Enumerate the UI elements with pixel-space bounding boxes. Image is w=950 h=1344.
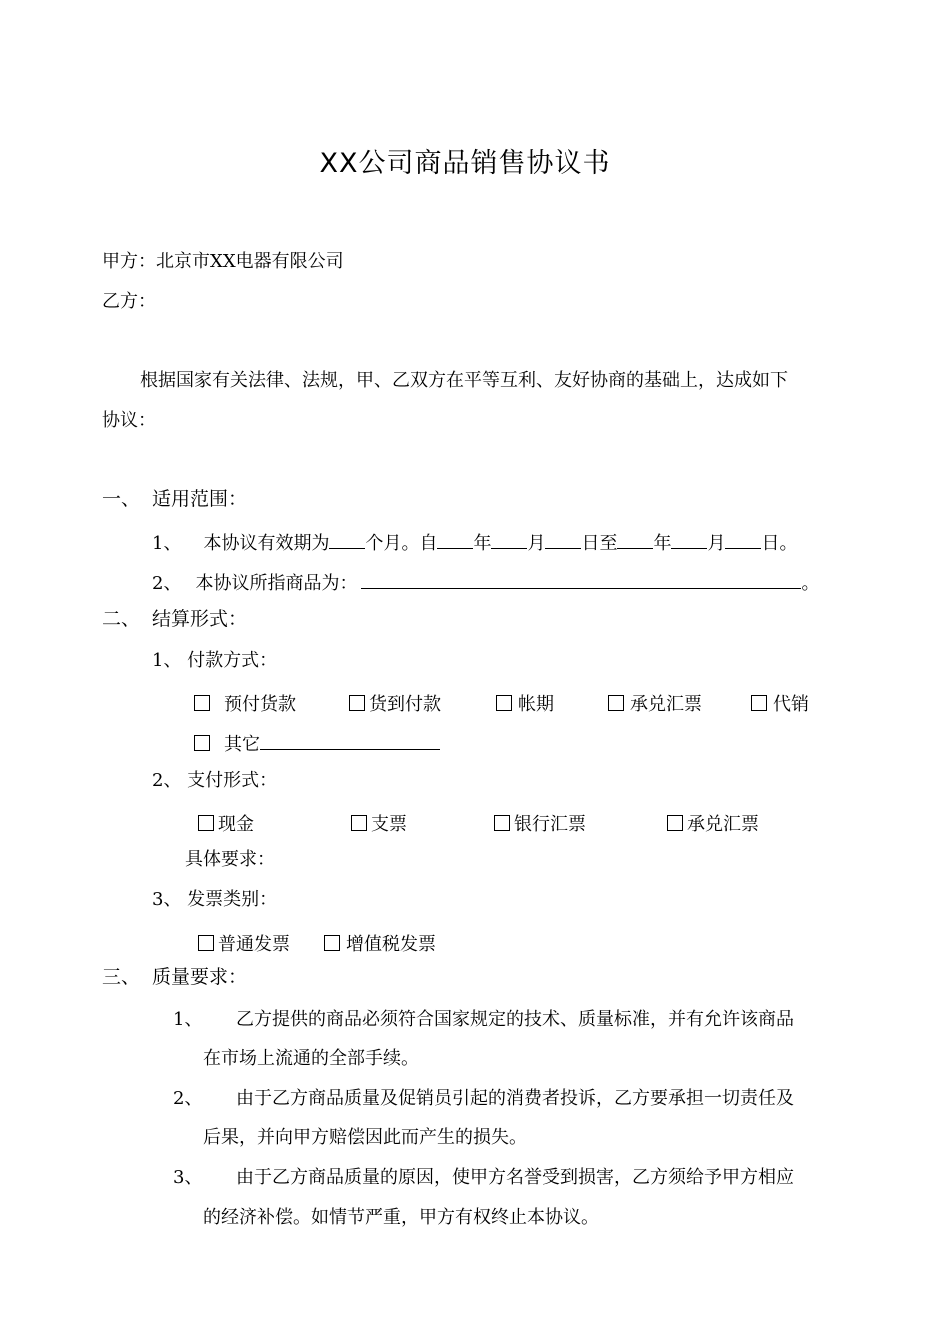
payment-method-label: 1、 付款方式： — [152, 650, 278, 671]
option-cash[interactable]: 现金 — [198, 810, 254, 836]
invoice-type-options — [0, 930, 950, 954]
option-consignment[interactable]: 代销 — [751, 690, 809, 716]
invoice-type-label: 3、 发票类别： — [152, 889, 278, 910]
quality-item-3-number: 3、 — [173, 1167, 203, 1188]
quality-item-1-line-2: 在市场上流通的全部手续。 — [203, 1048, 419, 1069]
section-3-heading — [102, 968, 247, 987]
section-title: 适用范围： — [152, 488, 248, 510]
option-bank-draft[interactable]: 银行汇票 — [494, 810, 586, 836]
option-credit-term[interactable]: 帐期 — [496, 690, 554, 716]
months-blank[interactable] — [329, 532, 365, 549]
product-text: 本协议所指商品为： — [195, 573, 358, 594]
intro-line-1: 根据国家有关法律、法规，甲、乙双方在平等互利、友好协商的基础上，达成如下 — [140, 370, 788, 391]
section-1-heading — [102, 490, 247, 509]
quality-item-2-number: 2、 — [173, 1088, 203, 1109]
checkbox[interactable] — [198, 935, 214, 951]
quality-item-1-line-1: 乙方提供的商品必须符合国家规定的技术、质量标准，并有允许该商品 — [236, 1009, 794, 1030]
specific-requirements: 具体要求： — [185, 849, 275, 870]
option-vat-invoice[interactable]: 增值税发票 — [324, 930, 436, 956]
section-number: 三、 — [102, 966, 141, 988]
quality-item-1-number: 1、 — [173, 1009, 203, 1030]
checkbox[interactable] — [494, 815, 510, 831]
checkbox[interactable] — [496, 695, 512, 711]
end-year-blank[interactable] — [617, 532, 653, 549]
quality-item-2-line-1: 由于乙方商品质量及促销员引起的消费者投诉，乙方要承担一切责任及 — [236, 1088, 794, 1109]
product-blank[interactable] — [361, 572, 801, 589]
checkbox[interactable] — [667, 815, 683, 831]
checkbox[interactable] — [351, 815, 367, 831]
option-other[interactable]: 其它 — [194, 730, 440, 756]
option-cash-on-delivery[interactable]: 货到付款 — [349, 690, 441, 716]
product-clause: 2、 本协议所指商品为： 。 — [152, 573, 820, 594]
party-a: 甲方：北京市XX电器有限公司 — [102, 251, 344, 272]
checkbox[interactable] — [194, 695, 210, 711]
item-number: 1、 — [152, 533, 182, 554]
payment-form-label: 2、 支付形式： — [152, 770, 278, 791]
item-number: 2、 — [152, 573, 182, 594]
party-b: 乙方： — [102, 291, 156, 312]
start-day-blank[interactable] — [545, 532, 581, 549]
checkbox[interactable] — [349, 695, 365, 711]
section-number: 二、 — [102, 608, 141, 630]
checkbox[interactable] — [198, 815, 214, 831]
validity-clause: 1、 本协议有效期为 个月。自 年 月 日至 年 月 日。 — [152, 533, 798, 554]
checkbox[interactable] — [194, 735, 210, 751]
option-prepayment[interactable]: 预付货款 — [194, 690, 296, 716]
section-number: 一、 — [102, 488, 141, 510]
checkbox[interactable] — [324, 935, 340, 951]
end-month-blank[interactable] — [671, 532, 707, 549]
section-title: 结算形式： — [152, 608, 248, 630]
quality-item-3-line-2: 的经济补偿。如情节严重，甲方有权终止本协议。 — [203, 1207, 599, 1228]
checkbox[interactable] — [608, 695, 624, 711]
page-title: XX公司商品销售协议书 — [319, 148, 611, 179]
payment-method-other-row — [0, 730, 950, 754]
validity-text: 本协议有效期为 — [203, 533, 330, 554]
payment-method-options — [0, 690, 950, 714]
other-blank[interactable] — [260, 733, 440, 750]
payment-form-options — [0, 810, 950, 834]
section-2-heading — [102, 610, 247, 629]
option-check[interactable]: 支票 — [351, 810, 407, 836]
quality-item-3-line-1: 由于乙方商品质量的原因，使甲方名誉受到损害，乙方须给予甲方相应 — [236, 1167, 794, 1188]
option-bank-acceptance[interactable]: 承兑汇票 — [667, 810, 759, 836]
start-year-blank[interactable] — [437, 532, 473, 549]
option-acceptance-draft[interactable]: 承兑汇票 — [608, 690, 702, 716]
option-normal-invoice[interactable]: 普通发票 — [198, 930, 290, 956]
start-month-blank[interactable] — [491, 532, 527, 549]
intro-line-2: 协议： — [102, 410, 156, 431]
checkbox[interactable] — [751, 695, 767, 711]
end-day-blank[interactable] — [725, 532, 761, 549]
section-title: 质量要求： — [152, 966, 248, 988]
quality-item-2-line-2: 后果，并向甲方赔偿因此而产生的损失。 — [203, 1127, 527, 1148]
